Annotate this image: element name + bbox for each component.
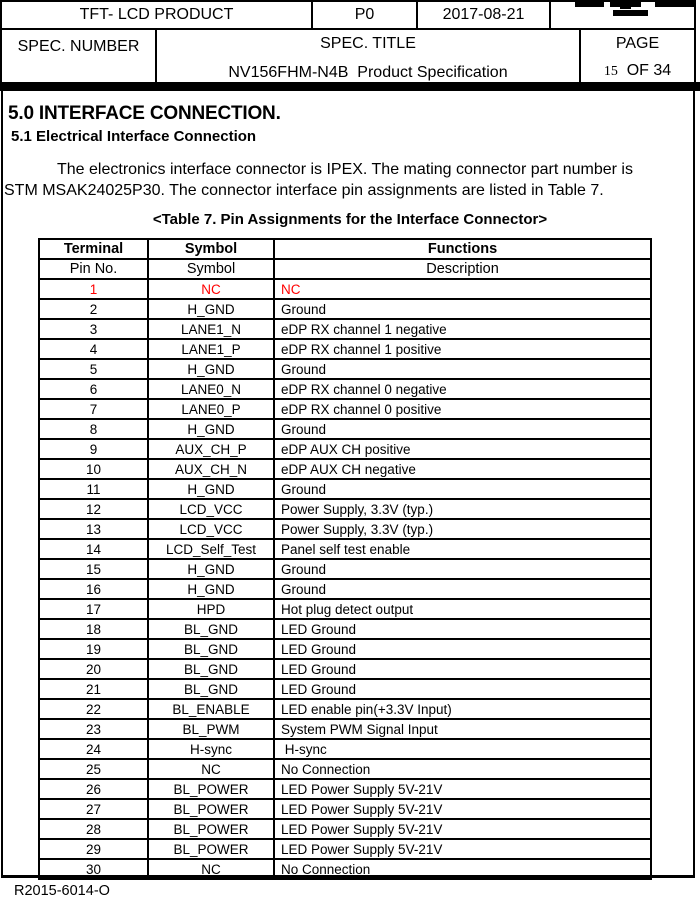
pin-number-cell: 19 <box>39 639 148 659</box>
document-code: R2015-6014-O <box>14 883 110 899</box>
symbol-cell: LANE0_P <box>148 399 274 419</box>
table-row <box>39 559 651 579</box>
pin-no-subheader-cell: Pin No. <box>39 259 148 279</box>
description-cell: Hot plug detect output <box>274 599 651 619</box>
pin-number-cell: 4 <box>39 339 148 359</box>
description-cell: LED Power Supply 5V-21V <box>274 779 651 799</box>
symbol-subheader-cell: Symbol <box>148 259 274 279</box>
pin-number-cell: 20 <box>39 659 148 679</box>
description-cell: System PWM Signal Input <box>274 719 651 739</box>
table-row <box>39 539 651 559</box>
table-row <box>39 439 651 459</box>
table-row <box>39 819 651 839</box>
revision-cell <box>313 2 418 28</box>
symbol-cell: H_GND <box>148 479 274 499</box>
symbol-cell: NC <box>148 279 274 299</box>
functions-header-cell: Functions <box>274 239 651 259</box>
page-cell <box>581 30 694 82</box>
description-cell: No Connection <box>274 759 651 779</box>
symbol-cell: BL_GND <box>148 619 274 639</box>
description-cell: eDP AUX CH positive <box>274 439 651 459</box>
title-block-row1 <box>2 2 694 30</box>
symbol-cell: LCD_Self_Test <box>148 539 274 559</box>
pin-number-cell: 6 <box>39 379 148 399</box>
table-row <box>39 479 651 499</box>
logo-cell <box>551 2 694 28</box>
symbol-header-cell: Symbol <box>148 239 274 259</box>
pin-number-cell: 7 <box>39 399 148 419</box>
symbol-cell: LCD_VCC <box>148 519 274 539</box>
pin-number-cell: 18 <box>39 619 148 639</box>
description-cell: eDP RX channel 1 negative <box>274 319 651 339</box>
symbol-cell: H_GND <box>148 299 274 319</box>
symbol-cell: H_GND <box>148 359 274 379</box>
spec-number-label: SPEC. NUMBER <box>17 38 140 55</box>
pin-number-cell: 25 <box>39 759 148 779</box>
pin-number-cell: 22 <box>39 699 148 719</box>
table-row <box>39 719 651 739</box>
table-row <box>39 579 651 599</box>
pin-number-cell: 15 <box>39 559 148 579</box>
symbol-cell: H_GND <box>148 579 274 599</box>
spec-title-label: SPEC. TITLE <box>320 35 416 52</box>
description-cell: LED Power Supply 5V-21V <box>274 839 651 859</box>
symbol-cell: LANE1_N <box>148 319 274 339</box>
pin-number-cell: 27 <box>39 799 148 819</box>
table-row <box>39 599 651 619</box>
symbol-cell: AUX_CH_P <box>148 439 274 459</box>
spec-number-cell <box>2 30 157 82</box>
table-row <box>39 739 651 759</box>
pin-number-cell: 30 <box>39 859 148 879</box>
symbol-cell: AUX_CH_N <box>148 459 274 479</box>
pin-number-cell: 26 <box>39 779 148 799</box>
header-divider-bar <box>0 82 700 91</box>
table-row <box>39 799 651 819</box>
pin-number-cell: 14 <box>39 539 148 559</box>
pin-number-cell: 24 <box>39 739 148 759</box>
product-type-cell <box>2 2 313 28</box>
pin-number-cell: 11 <box>39 479 148 499</box>
pin-number-cell: 29 <box>39 839 148 859</box>
pin-number-cell: 8 <box>39 419 148 439</box>
table-row <box>39 379 651 399</box>
company-logo-icon <box>575 2 604 7</box>
table-row <box>39 839 651 859</box>
table-row <box>39 279 651 299</box>
pin-assignment-table <box>38 238 652 880</box>
symbol-cell: NC <box>148 759 274 779</box>
description-cell: NC <box>274 279 651 299</box>
spec-name: NV156FHM-N4B Product Specification <box>228 64 508 81</box>
symbol-cell: BL_POWER <box>148 799 274 819</box>
description-cell: Ground <box>274 559 651 579</box>
body-paragraph-line1: The electronics interface connector is IPEX. The mating connector part number is <box>57 161 633 178</box>
table-row <box>39 639 651 659</box>
pin-number-cell: 12 <box>39 499 148 519</box>
table-row <box>39 359 651 379</box>
table-row <box>39 679 651 699</box>
table-row <box>39 499 651 519</box>
pin-number-cell: 17 <box>39 599 148 619</box>
company-logo-icon <box>620 5 631 9</box>
table-row <box>39 259 651 279</box>
description-cell: LED enable pin(+3.3V Input) <box>274 699 651 719</box>
table-row <box>39 419 651 439</box>
symbol-cell: BL_GND <box>148 659 274 679</box>
table-row <box>39 859 651 879</box>
description-cell: Power Supply, 3.3V (typ.) <box>274 519 651 539</box>
description-cell: No Connection <box>274 859 651 879</box>
symbol-cell: LANE0_N <box>148 379 274 399</box>
table-row <box>39 399 651 419</box>
pin-number-cell: 1 <box>39 279 148 299</box>
product-type-label: TFT- LCD PRODUCT <box>79 6 234 23</box>
table-row <box>39 459 651 479</box>
symbol-cell: NC <box>148 859 274 879</box>
title-block-row2 <box>2 30 694 82</box>
pin-number-cell: 5 <box>39 359 148 379</box>
pin-number-cell: 10 <box>39 459 148 479</box>
description-cell: LED Ground <box>274 619 651 639</box>
table-row <box>39 519 651 539</box>
pin-number-cell: 21 <box>39 679 148 699</box>
description-cell: LED Ground <box>274 639 651 659</box>
table-row <box>39 659 651 679</box>
subsection-heading: 5.1 Electrical Interface Connection <box>11 128 257 145</box>
description-cell: LED Ground <box>274 659 651 679</box>
symbol-cell: BL_POWER <box>148 839 274 859</box>
description-cell: Ground <box>274 579 651 599</box>
symbol-cell: H_GND <box>148 419 274 439</box>
symbol-cell: BL_POWER <box>148 779 274 799</box>
pin-number-cell: 16 <box>39 579 148 599</box>
table-row <box>39 339 651 359</box>
description-cell: Ground <box>274 479 651 499</box>
terminal-header-cell: Terminal <box>39 239 148 259</box>
description-cell: LED Power Supply 5V-21V <box>274 819 651 839</box>
symbol-cell: BL_GND <box>148 679 274 699</box>
section-heading: 5.0 INTERFACE CONNECTION. <box>8 103 281 124</box>
table-row <box>39 319 651 339</box>
table-row <box>39 239 651 259</box>
description-cell: eDP AUX CH negative <box>274 459 651 479</box>
pin-number-cell: 3 <box>39 319 148 339</box>
description-cell: Ground <box>274 359 651 379</box>
symbol-cell: LANE1_P <box>148 339 274 359</box>
table-row <box>39 759 651 779</box>
description-cell: LED Ground <box>274 679 651 699</box>
date-label: 2017-08-21 <box>442 6 525 23</box>
description-cell: eDP RX channel 0 negative <box>274 379 651 399</box>
symbol-cell: HPD <box>148 599 274 619</box>
title-block <box>0 0 696 82</box>
symbol-cell: BL_PWM <box>148 719 274 739</box>
date-cell <box>418 2 551 28</box>
page-indicator <box>581 62 694 80</box>
page-total: OF 34 <box>617 62 672 79</box>
description-cell: eDP RX channel 1 positive <box>274 339 651 359</box>
description-cell: Ground <box>274 299 651 319</box>
symbol-cell: LCD_VCC <box>148 499 274 519</box>
table-row <box>39 299 651 319</box>
symbol-cell: BL_ENABLE <box>148 699 274 719</box>
table-row <box>39 619 651 639</box>
description-cell: Power Supply, 3.3V (typ.) <box>274 499 651 519</box>
symbol-cell: BL_GND <box>148 639 274 659</box>
company-logo-icon <box>613 10 648 16</box>
pin-number-cell: 9 <box>39 439 148 459</box>
description-cell: Panel self test enable <box>274 539 651 559</box>
description-subheader-cell: Description <box>274 259 651 279</box>
pin-number-cell: 13 <box>39 519 148 539</box>
description-cell: eDP RX channel 0 positive <box>274 399 651 419</box>
revision-label: P0 <box>354 6 375 23</box>
page-current: 15 <box>603 64 618 79</box>
symbol-cell: H-sync <box>148 739 274 759</box>
spec-title-cell <box>157 30 581 82</box>
description-cell: Ground <box>274 419 651 439</box>
body-paragraph-line2: STM MSAK24025P30. The connector interface pin assignments are listed in Table 7. <box>4 182 604 199</box>
pin-number-cell: 28 <box>39 819 148 839</box>
table-row <box>39 699 651 719</box>
description-cell: H-sync <box>274 739 651 759</box>
table-caption: <Table 7. Pin Assignments for the Interface Connector> <box>152 211 548 228</box>
description-cell: LED Power Supply 5V-21V <box>274 799 651 819</box>
company-logo-icon <box>655 2 694 7</box>
pin-number-cell: 23 <box>39 719 148 739</box>
symbol-cell: H_GND <box>148 559 274 579</box>
page-label: PAGE <box>615 35 660 52</box>
pin-number-cell: 2 <box>39 299 148 319</box>
table-row <box>39 779 651 799</box>
symbol-cell: BL_POWER <box>148 819 274 839</box>
